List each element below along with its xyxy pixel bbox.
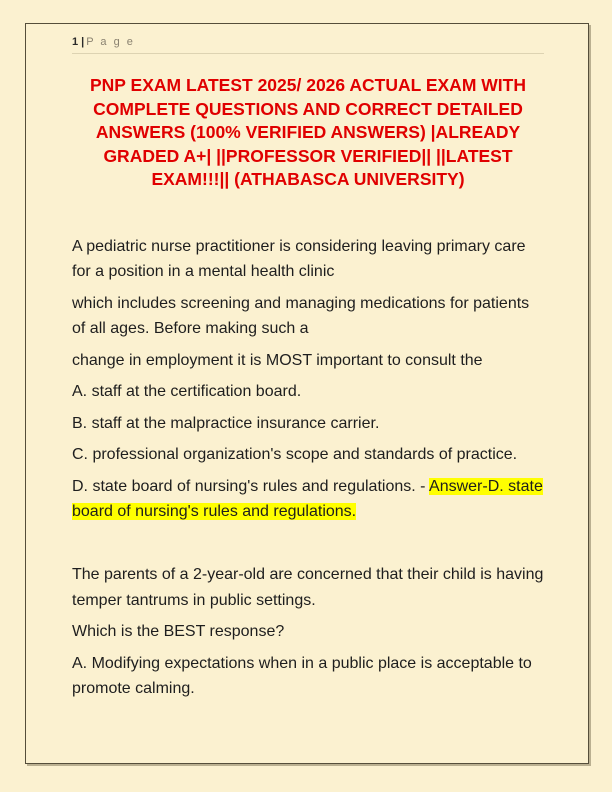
question1-option-c: C. professional organization's scope and standards of practice.	[72, 446, 518, 463]
question2-stem: The parents of a 2-year-old are concerned that their child is having temper tantrums in public settings.	[72, 566, 544, 609]
page-header	[72, 36, 544, 54]
question1-stem-line2: which includes screening and managing medications for patients of all ages. Before making such a	[72, 294, 530, 337]
page-label: P a g e	[86, 36, 135, 48]
question2-prompt: Which is the BEST response?	[72, 623, 285, 640]
page-content	[72, 36, 544, 708]
blank-line-spacer	[72, 531, 544, 557]
document-title: PNP EXAM LATEST 2025/ 2026 ACTUAL EXAM WITH COMPLETE QUESTIONS AND CORRECT DETAILED ANSWERS (100% VERIFIED ANSWERS) |ALREADY GRADED A+| ||PROFESSOR VERIFIED|| ||LATEST EXAM!!!|| (ATHABASCA UNIVERSITY)	[90, 75, 526, 189]
question2-option-a: A. Modifying expectations when in a public place is acceptable to promote calming.	[72, 654, 532, 697]
document-body	[72, 234, 544, 702]
question1-option-a: A. staff at the certification board.	[72, 383, 302, 400]
header-separator: |	[81, 36, 85, 48]
question1-stem-line1: A pediatric nurse practitioner is considering leaving primary care for a position in a mental health clinic	[72, 237, 526, 280]
option-d-text: D. state board of nursing's rules and regulations. -	[72, 477, 430, 495]
question1-stem-line3: change in employment it is MOST important to consult the	[72, 351, 483, 369]
question1-option-b: B. staff at the malpractice insurance carrier.	[72, 414, 380, 432]
question1-option-d-answer	[72, 474, 544, 525]
page-number: 1	[72, 36, 80, 48]
highlighted-answer: Answer-D. state board of nursing's rules and regulations.	[72, 477, 543, 520]
